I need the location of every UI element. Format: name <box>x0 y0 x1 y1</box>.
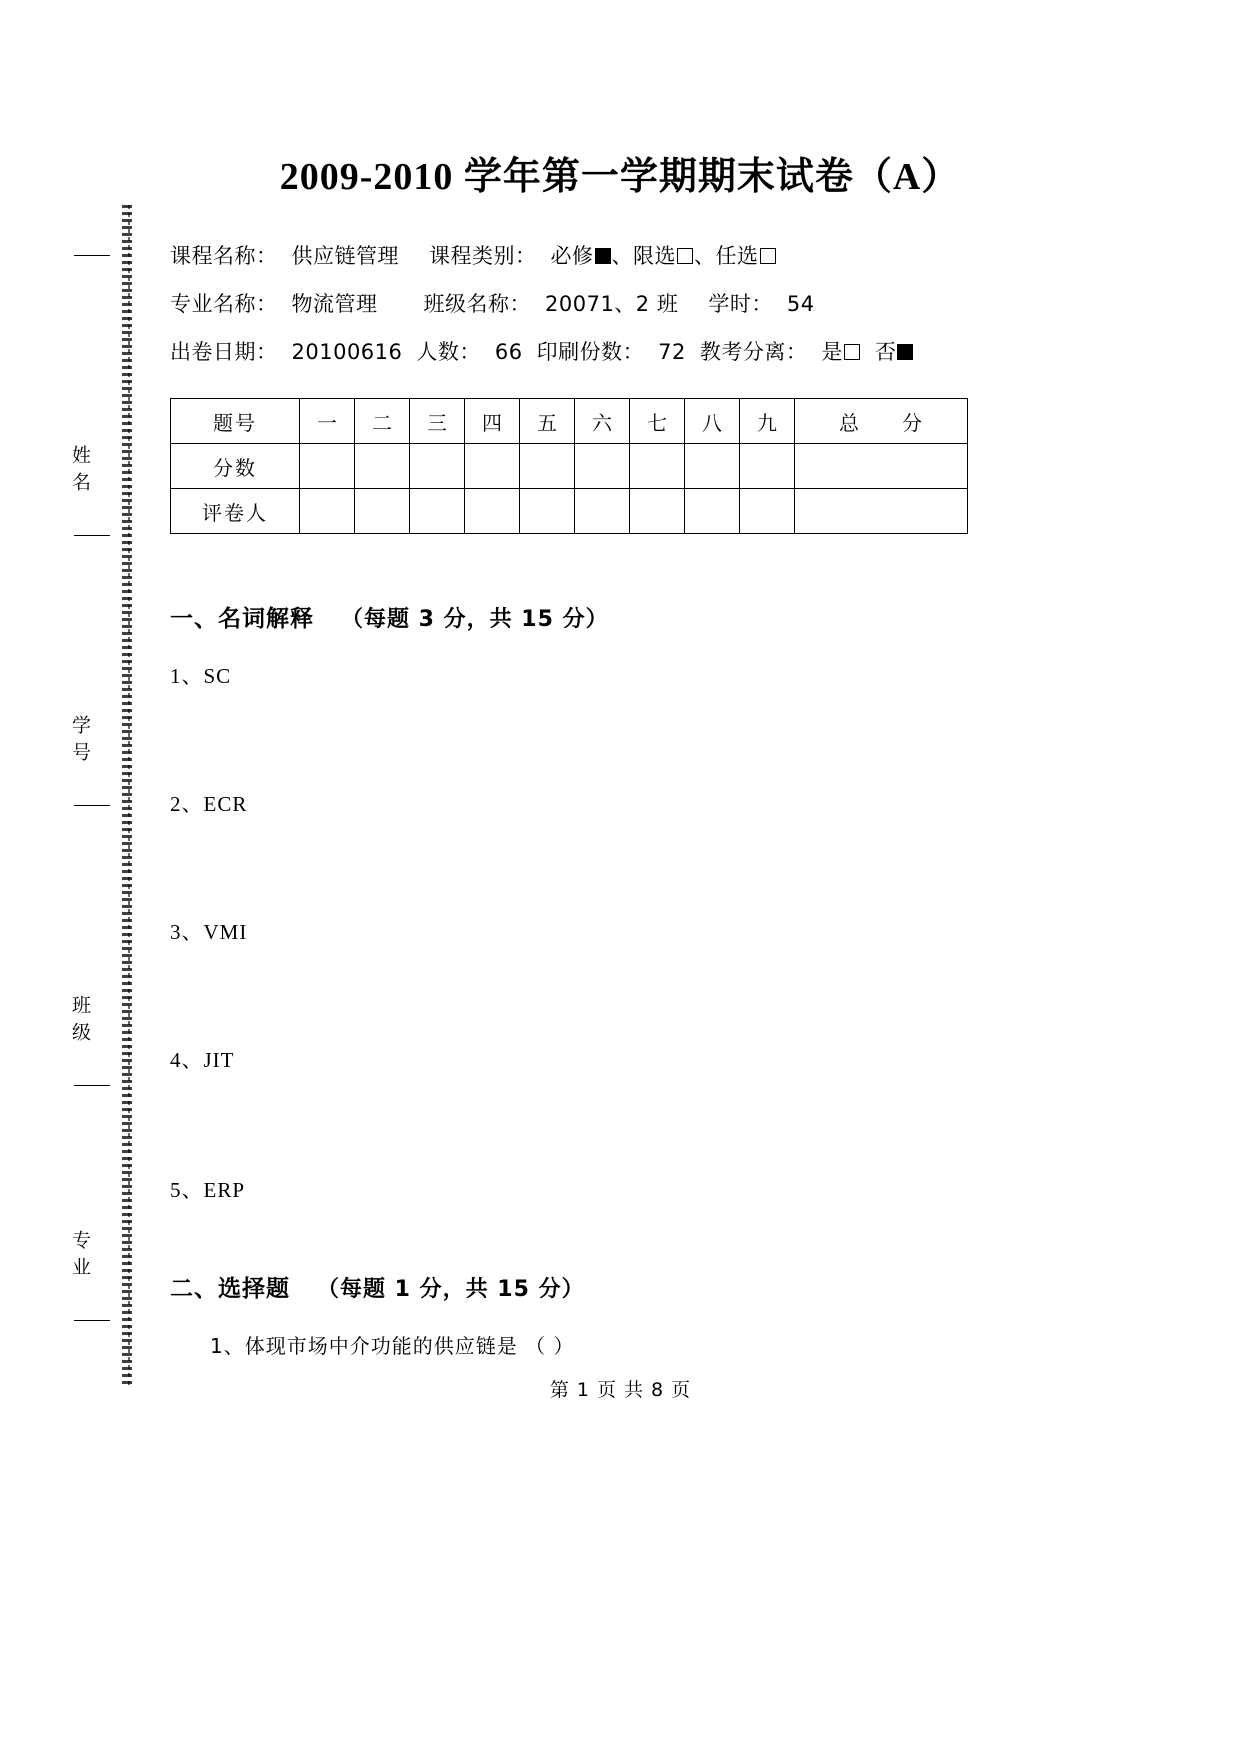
binding-margin <box>60 205 135 1385</box>
question-item: 1、SC <box>170 664 232 688</box>
margin-label-major: 专业 <box>69 1230 91 1284</box>
score-cell[interactable] <box>630 444 685 489</box>
score-cell[interactable] <box>300 444 355 489</box>
margin-rule-2 <box>74 535 110 536</box>
score-row-label: 评卷人 <box>171 489 300 534</box>
score-cell[interactable] <box>520 444 575 489</box>
meta-row-major <box>170 288 1070 318</box>
question-number-cell: 九 <box>740 399 795 444</box>
student-count-value: 66 <box>494 340 523 364</box>
sewing-line <box>122 205 132 1385</box>
margin-rule-4 <box>74 1085 110 1086</box>
course-name-label: 课程名称： <box>170 244 278 268</box>
question-number-cell: 五 <box>520 399 575 444</box>
course-type-required-label: 必修 <box>550 244 594 268</box>
hours-value: 54 <box>786 292 815 316</box>
exam-meta-block <box>170 240 1070 384</box>
separated-label: 教考分离： <box>699 340 808 364</box>
meta-row-course <box>170 240 1070 270</box>
section-1-points: （每题 3 分，共 15 分） <box>341 607 609 632</box>
separated-no-label: 否 <box>874 340 897 364</box>
grader-cell[interactable] <box>630 489 685 534</box>
major-value: 物流管理 <box>291 292 378 316</box>
margin-label-studentid: 学号 <box>69 715 91 769</box>
separator-1: 、 <box>611 244 633 268</box>
separator-2: 、 <box>694 244 716 268</box>
checkbox-separated-yes[interactable] <box>844 344 860 360</box>
table-row <box>171 489 968 534</box>
margin-label-class: 班级 <box>69 995 91 1049</box>
margin-rule-1 <box>74 255 110 256</box>
score-row-label: 题号 <box>171 399 300 444</box>
print-count-label: 印刷份数： <box>536 340 645 364</box>
course-name-value: 供应链管理 <box>291 244 399 268</box>
score-cell[interactable] <box>740 444 795 489</box>
question-item: 4、JIT <box>170 1048 235 1072</box>
section-2-points: （每题 1 分，共 15 分） <box>317 1277 585 1302</box>
exam-date-value: 20100616 <box>291 340 403 364</box>
question-number-cell: 一 <box>300 399 355 444</box>
total-score-cell[interactable] <box>795 444 968 489</box>
total-header-cell: 总 分 <box>795 399 968 444</box>
question-item: 3、VMI <box>170 920 248 944</box>
score-table <box>170 398 968 534</box>
checkbox-elective[interactable] <box>760 248 776 264</box>
margin-label-name: 姓名 <box>69 445 91 499</box>
class-value: 20071、2 班 <box>545 292 679 316</box>
score-cell[interactable] <box>410 444 465 489</box>
question-number-cell: 四 <box>465 399 520 444</box>
course-type-elective-label: 任选 <box>715 244 759 268</box>
class-label: 班级名称： <box>423 292 531 316</box>
score-cell[interactable] <box>465 444 520 489</box>
question-number-cell: 八 <box>685 399 740 444</box>
grader-cell[interactable] <box>740 489 795 534</box>
course-type-restricted-label: 限选 <box>633 244 676 268</box>
score-cell[interactable] <box>685 444 740 489</box>
grader-cell[interactable] <box>575 489 630 534</box>
grader-cell[interactable] <box>300 489 355 534</box>
checkbox-required[interactable] <box>595 248 611 264</box>
question-number-cell: 二 <box>355 399 410 444</box>
section-heading-2 <box>170 1270 585 1303</box>
hours-label: 学时： <box>708 292 773 316</box>
exam-date-label: 出卷日期： <box>170 340 278 364</box>
score-cell[interactable] <box>575 444 630 489</box>
table-row <box>171 399 968 444</box>
grader-cell[interactable] <box>355 489 410 534</box>
checkbox-separated-no[interactable] <box>897 344 913 360</box>
page-title: 2009-2010 学年第一学期期末试卷（A） <box>279 156 961 198</box>
question-number-cell: 七 <box>630 399 685 444</box>
separated-yes-label: 是 <box>821 340 843 364</box>
course-type-label: 课程类别： <box>429 244 537 268</box>
page-footer: 第 1 页 共 8 页 <box>549 1379 692 1401</box>
section-2-title: 二、选择题 <box>170 1276 290 1302</box>
question-number-cell: 六 <box>575 399 630 444</box>
sewing-line-secondary <box>128 205 130 1385</box>
question-number-cell: 三 <box>410 399 465 444</box>
checkbox-restricted[interactable] <box>677 248 693 264</box>
score-cell[interactable] <box>355 444 410 489</box>
score-row-label: 分数 <box>171 444 300 489</box>
print-count-value: 72 <box>658 340 686 364</box>
question-item: 1、体现市场中介功能的供应链是 （ ） <box>210 1334 575 1358</box>
question-item: 5、ERP <box>170 1178 246 1202</box>
major-label: 专业名称： <box>170 292 278 316</box>
meta-row-exam-info <box>170 336 1070 366</box>
margin-rule-5 <box>74 1320 110 1321</box>
margin-rule-3 <box>74 805 110 806</box>
section-1-title: 一、名词解释 <box>170 606 314 632</box>
grader-cell[interactable] <box>685 489 740 534</box>
section-heading-1 <box>170 600 609 633</box>
table-row <box>171 444 968 489</box>
grader-cell[interactable] <box>410 489 465 534</box>
student-count-label: 人数： <box>416 340 481 364</box>
grader-cell[interactable] <box>520 489 575 534</box>
question-item: 2、ECR <box>170 792 248 816</box>
grader-total-cell[interactable] <box>795 489 968 534</box>
grader-cell[interactable] <box>465 489 520 534</box>
